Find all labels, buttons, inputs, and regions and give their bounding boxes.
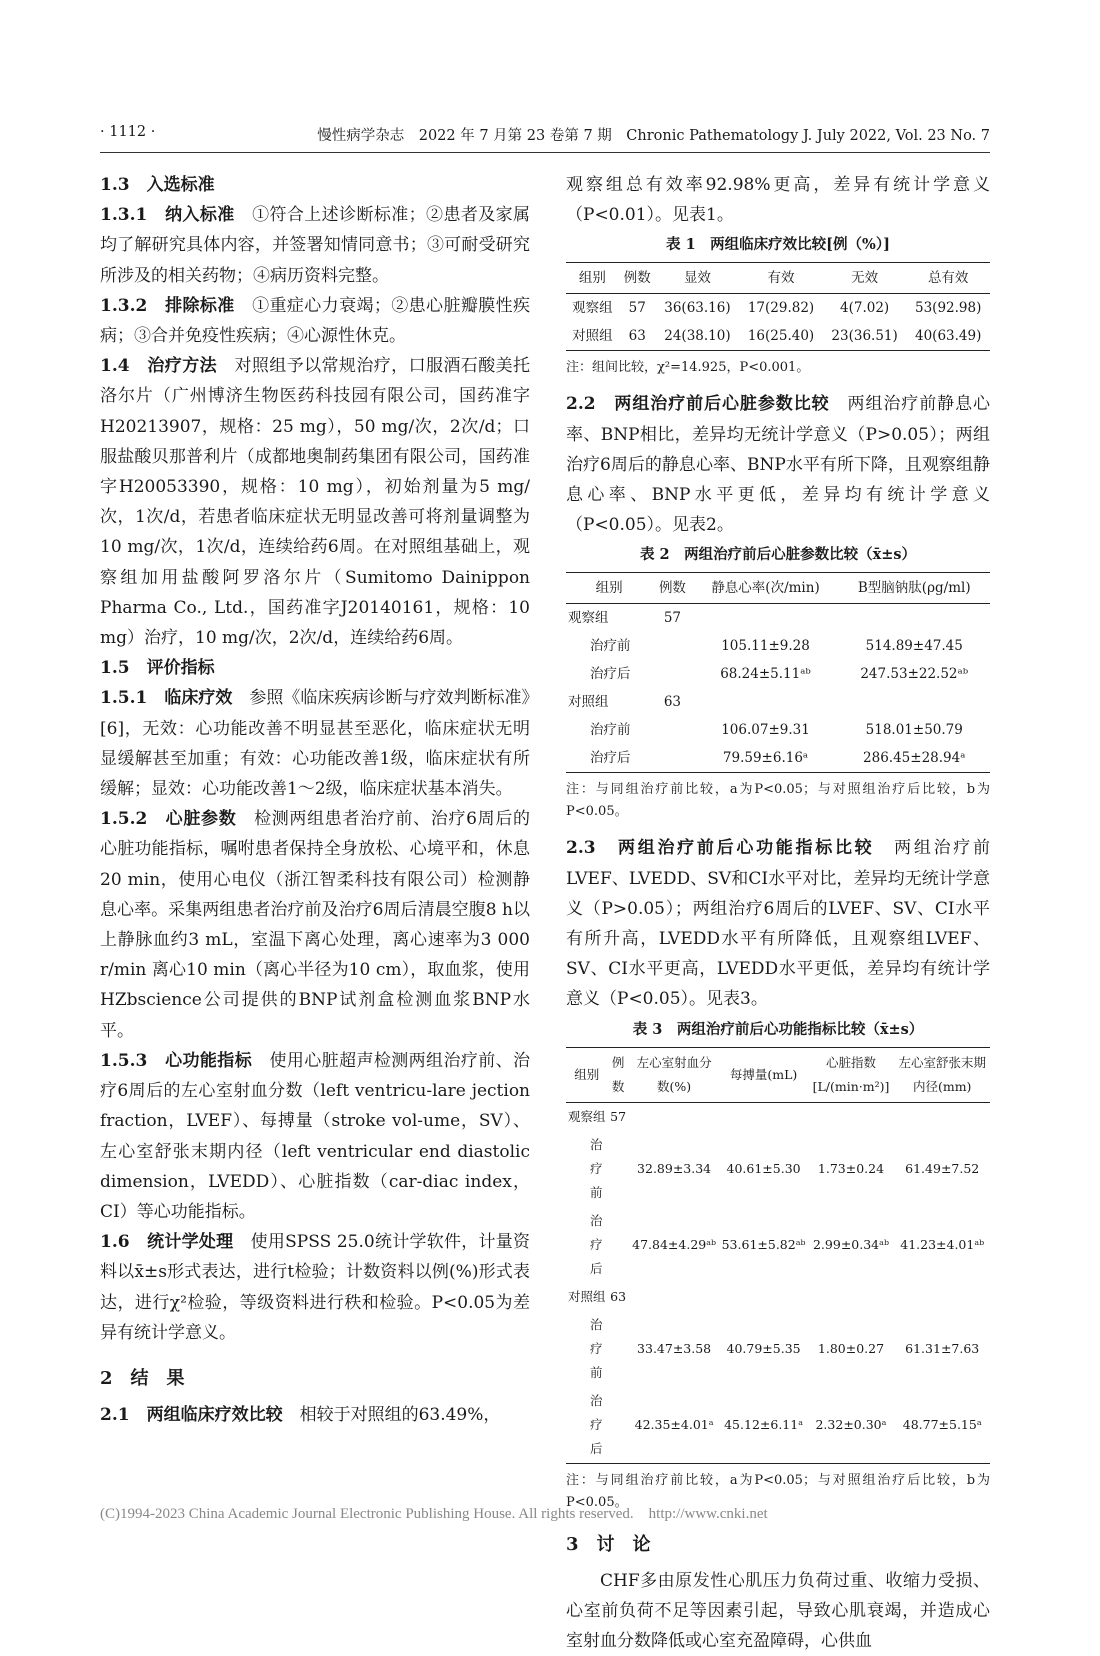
table-row: 治疗后 42.35±4.01ᵃ 45.12±6.11ᵃ 2.32±0.30ᵃ 48.77±5.15ᵃ: [590, 1392, 982, 1456]
section-heading: 1.3 入选标准: [100, 175, 215, 195]
paragraph: 1.6 统计学处理 使用SPSS 25.0统计学软件，计量资料以x̄±s形式表达，进行t检验；计数资料以例(%)形式表达，进行χ²检验，等级资料进行秩和检验。P<0.05为差异有统计学意义。: [100, 1232, 531, 1343]
table-row: 观察组 57: [568, 610, 682, 627]
paragraph: CHF多由原发性心肌压力负荷过重、收缩力受损、心室前负荷不足等因素引起，导致心肌衰竭，并造成心室射血分数降低或心室充盈障碍，心供血: [566, 1570, 990, 1652]
table-row: 治疗后 68.24±5.11ᵃᵇ 247.53±22.52ᵃᵇ: [590, 666, 969, 683]
copyright-footer: (C)1994-2023 China Academic Journal Electronic Publishing House. All rights reserved. http://www.cnki.net: [100, 1506, 768, 1522]
paragraph: 1.3.1 纳入标准 ①符合上述诊断标准；②患者及家属均了解研究具体内容，并签署知情同意书；③可耐受研究所涉及的相关药物；④病历资料完整。: [100, 205, 531, 286]
table-row: 对照组 63: [568, 694, 682, 711]
table-1: [566, 262, 990, 351]
table-row: 观察组 57 36(63.16) 17(29.82) 4(7.02) 53(92.98): [572, 300, 982, 317]
table-header-row: 组别 例数 静息心率(次/min) B型脑钠肽(ρg/ml): [566, 573, 990, 604]
table-row: 观察组 57: [568, 1108, 627, 1124]
paragraph: 1.3.2 排除标准 ①重症心力衰竭；②患心脏瓣膜性疾病；③合并免疫性疾病；④心源性休克。: [100, 295, 531, 347]
table-row: 对照组 63 24(38.10) 16(25.40) 23(36.51) 40(63.49): [572, 328, 982, 345]
table-row: 对照组 63: [568, 1288, 627, 1304]
table-2-note: 注：与同组治疗前比较，a为P<0.05；与对照组治疗后比较，b为P<0.05。: [566, 782, 990, 820]
section-heading: 2 结 果: [100, 1367, 185, 1389]
table-2: [566, 572, 990, 773]
table-header-row: 组别 例数 显效 有效 无效 总有效: [566, 263, 990, 294]
page-number: · 1112 ·: [100, 124, 156, 140]
table-3-note: 注：与同组治疗前比较，a为P<0.05；与对照组治疗后比较，b为P<0.05。: [566, 1472, 990, 1510]
section-heading: 1.5 评价指标: [100, 658, 215, 679]
paragraph: 观察组总有效率92.98%更高，差异有统计学意义（P<0.01）。见表1。: [566, 175, 990, 226]
right-column: [566, 170, 990, 1656]
table-1-caption: 表 1 两组临床疗效比较[例（%）]: [666, 236, 890, 254]
paragraph: 2.3 两组治疗前后心功能指标比较 两组治疗前LVEF、LVEDD、SV和CI水平对比，差异均无统计学意义（P>0.05）；两组治疗6周后的LVEF、SV、CI水平有所升高，LVEDD水平有所降低，且观察组LVEF、SV、CI水平更高，LVEDD水平更低，差异均有统计学意义（P<0.05）。见表3。: [566, 838, 991, 1010]
paragraph: 2.2 两组治疗前后心脏参数比较 两组治疗前静息心率、BNP相比，差异均无统计学意义（P>0.05）；两组治疗6周后的静息心率、BNP水平有所下降，且观察组静息心率、BNP水平更低，差异均有统计学意义（P<0.05）。见表2。: [566, 394, 991, 536]
table-row: 治疗前 33.47±3.58 40.79±5.35 1.80±0.27 61.31±7.63: [590, 1316, 980, 1380]
table-3-caption: 表 3 两组治疗前后心功能指标比较（x̄±s）: [632, 1020, 924, 1038]
table-2-caption: 表 2 两组治疗前后心脏参数比较（x̄±s）: [639, 546, 917, 564]
left-column: [100, 170, 530, 1430]
table-row: 治疗后 47.84±4.29ᵃᵇ 53.61±5.82ᵃᵇ 2.99±0.34ᵃᵇ 41.23±4.01ᵃᵇ: [590, 1212, 985, 1276]
section-heading: 3 讨 论: [566, 1533, 651, 1555]
journal-info: 慢性病学杂志 2022 年 7 月第 23 卷第 7 期 Chronic Pathematology J. July 2022, Vol. 23 No. 7: [317, 128, 990, 144]
table-1-note: 注：组间比较，χ²=14.925，P<0.001。: [566, 360, 810, 376]
table-row: 治疗后 79.59±6.16ᵃ 286.45±28.94ᵃ: [590, 750, 966, 767]
running-header: [100, 122, 990, 153]
paragraph: 1.5.1 临床疗效 参照《临床疾病诊断与疗效判断标准》[6]，无效：心功能改善不明显甚至恶化，临床症状无明显缓解甚至加重；有效：心功能改善1级，临床症状有所缓解；显效：心功能改善1～2级，临床症状基本消失。: [100, 688, 531, 800]
table-3: [566, 1047, 990, 1464]
table-row: 治疗前 105.11±9.28 514.89±47.45: [590, 638, 963, 655]
table-header-row: 组别 例数 左心室射血分数(%) 每搏量(mL) 心脏指数[L/(min·m²)] 左心室舒张末期内径(mm): [566, 1047, 990, 1102]
table-row: 治疗前 32.89±3.34 40.61±5.30 1.73±0.24 61.49±7.52: [590, 1136, 980, 1200]
table-row: 治疗前 106.07±9.31 518.01±50.79: [590, 722, 963, 739]
paragraph: 1.4 治疗方法 对照组予以常规治疗，口服酒石酸美托洛尔片（广州博济生物医药科技园有限公司，国药准字H20213907，规格：25 mg），50 mg/次，2次/d；口服盐酸贝那普利片（成都地奥制药集团有限公司，国药准字H20053390，规格：10 mg），初始剂量为5 mg/次，1次/d，若患者临床症状无明显改善可将剂量调整为10 mg/次，1次/d，连续给药6周。在对照组基础上，观察组加用盐酸阿罗洛尔片（Sumitomo Dainippon Pharma Co., Ltd.，国药准字J20140161，规格：10 mg）治疗，10 mg/次，2次/d，连续给药6周。: [100, 356, 531, 649]
paragraph: 1.5.3 心功能指标 使用心脏超声检测两组治疗前、治疗6周后的左心室射血分数（left ventricu-lare jection fraction，LVEF）、每搏量（stroke vol-ume，SV）、左心室舒张末期内径（left ventricular end diastolic dimension，LVEDD）、心脏指数（car-diac index，CI）等心功能指标。: [100, 1050, 531, 1222]
paragraph: 1.5.2 心脏参数 检测两组患者治疗前、治疗6周后的心脏功能指标，嘱咐患者保持全身放松、心境平和，休息20 min，使用心电仪（浙江智柔科技有限公司）检测静息心率。采集两组患者治疗前及治疗6周后清晨空腹8 h以上静脉血约3 mL，室温下离心处理，离心速率为3 000 r/min 离心10 min（离心半径为10 cm），取血浆，使用HZbscience公司提供的BNP试剂盒检测血浆BNP水平。: [100, 809, 530, 1041]
paragraph: 2.1 两组临床疗效比较 相较于对照组的63.49%，: [100, 1405, 501, 1426]
